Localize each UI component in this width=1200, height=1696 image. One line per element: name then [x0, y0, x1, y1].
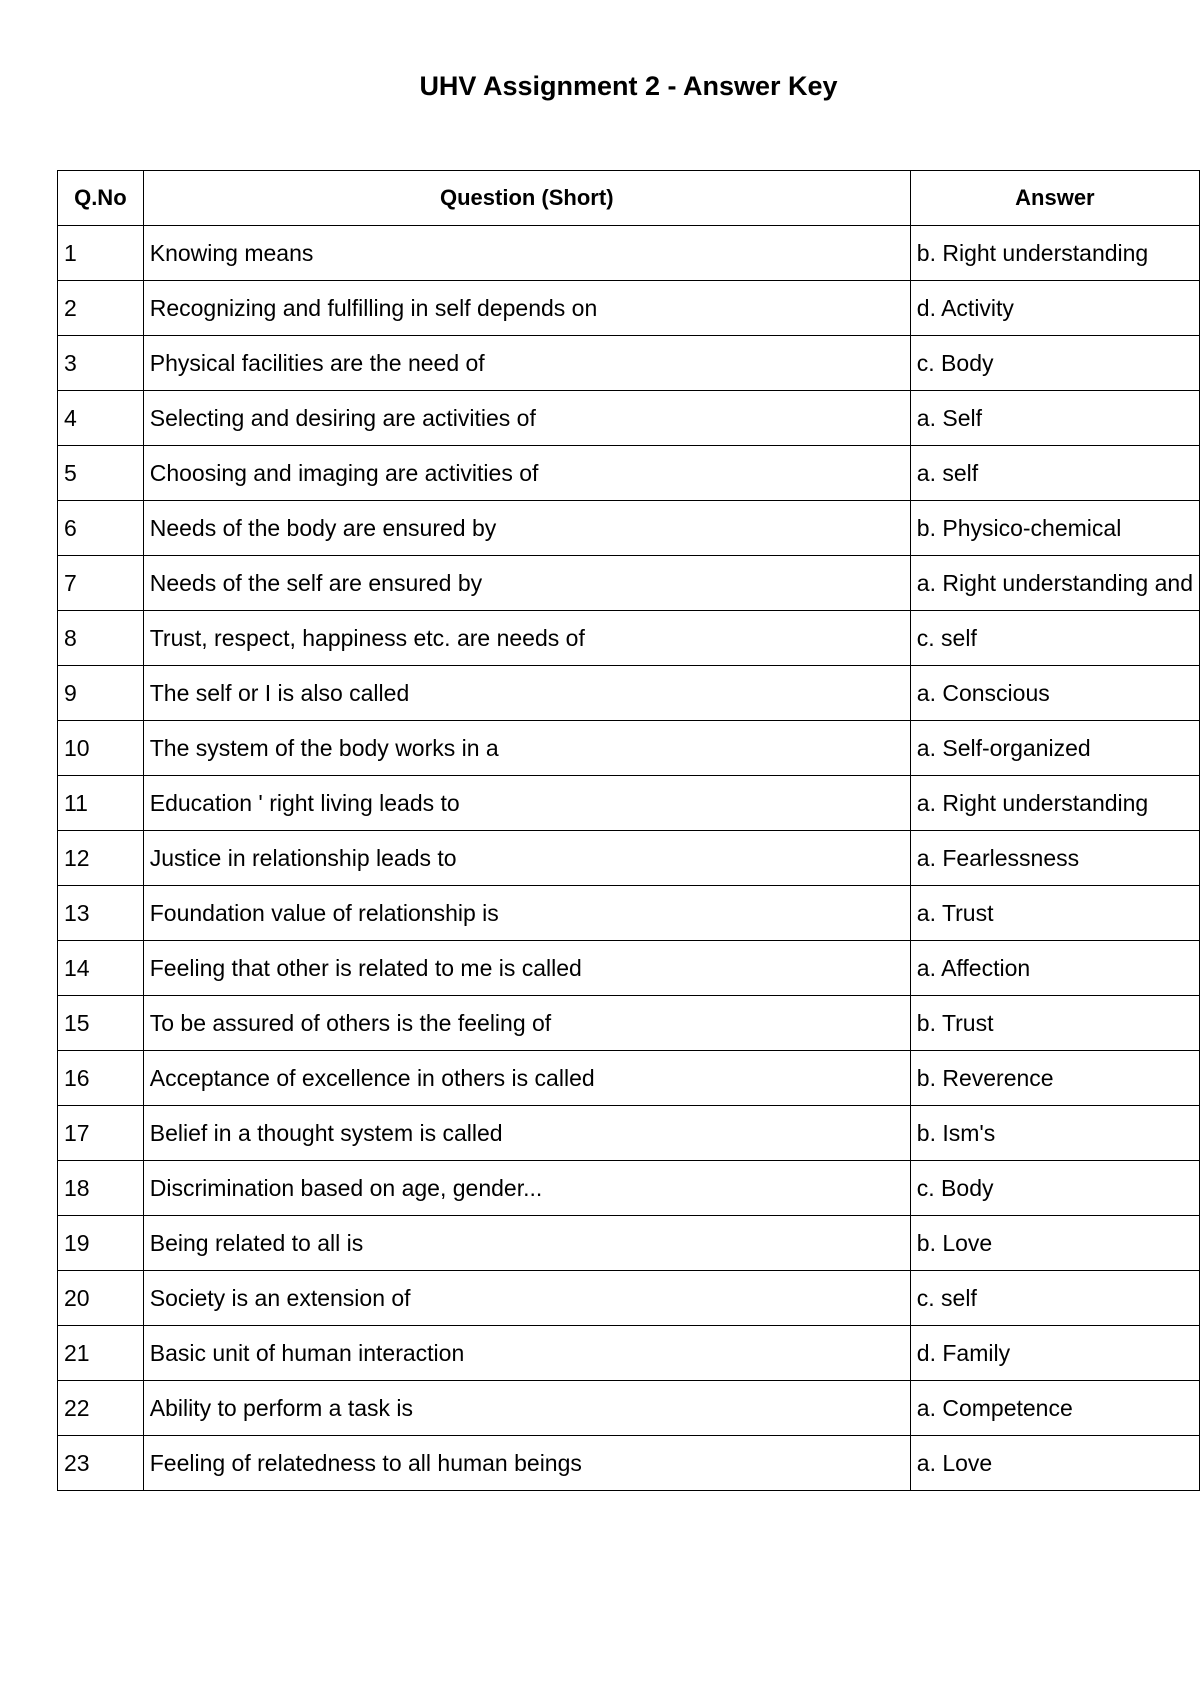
- answer-cell: b. Reverence: [910, 1051, 1199, 1106]
- question-cell: Acceptance of excellence in others is called: [143, 1051, 910, 1106]
- table-row: [58, 721, 1200, 776]
- qno-cell: 19: [58, 1216, 144, 1271]
- qno-cell: 21: [58, 1326, 144, 1381]
- answer-cell: a. Competence: [910, 1381, 1199, 1436]
- table-header-row: [58, 171, 1200, 226]
- question-cell: Recognizing and fulfilling in self depends on: [143, 281, 910, 336]
- table-row: [58, 281, 1200, 336]
- qno-cell: 15: [58, 996, 144, 1051]
- answer-cell: a. Trust: [910, 886, 1199, 941]
- answer-cell: c. self: [910, 611, 1199, 666]
- qno-cell: 22: [58, 1381, 144, 1436]
- qno-cell: 9: [58, 666, 144, 721]
- answer-cell: b. Right understanding: [910, 226, 1199, 281]
- table-row: [58, 611, 1200, 666]
- qno-cell: 7: [58, 556, 144, 611]
- question-cell: Trust, respect, happiness etc. are needs of: [143, 611, 910, 666]
- answer-cell: d. Family: [910, 1326, 1199, 1381]
- question-cell: Society is an extension of: [143, 1271, 910, 1326]
- table-row: [58, 501, 1200, 556]
- question-cell: Selecting and desiring are activities of: [143, 391, 910, 446]
- question-cell: Needs of the self are ensured by: [143, 556, 910, 611]
- answer-cell: a. Affection: [910, 941, 1199, 996]
- table-row: [58, 1326, 1200, 1381]
- qno-cell: 2: [58, 281, 144, 336]
- answer-cell: b. Love: [910, 1216, 1199, 1271]
- answer-cell: c. Body: [910, 1161, 1199, 1216]
- question-cell: Knowing means: [143, 226, 910, 281]
- qno-cell: 13: [58, 886, 144, 941]
- answer-cell: b. Trust: [910, 996, 1199, 1051]
- qno-cell: 14: [58, 941, 144, 996]
- table-row: [58, 666, 1200, 721]
- question-cell: Justice in relationship leads to: [143, 831, 910, 886]
- answer-cell: d. Activity: [910, 281, 1199, 336]
- table-row: [58, 1161, 1200, 1216]
- answer-cell: a. Self: [910, 391, 1199, 446]
- table-row: [58, 1216, 1200, 1271]
- table-row: [58, 1381, 1200, 1436]
- table-row: [58, 391, 1200, 446]
- question-cell: Belief in a thought system is called: [143, 1106, 910, 1161]
- table-row: [58, 996, 1200, 1051]
- table-row: [58, 831, 1200, 886]
- qno-cell: 3: [58, 336, 144, 391]
- question-cell: Needs of the body are ensured by: [143, 501, 910, 556]
- answer-cell: a. self: [910, 446, 1199, 501]
- question-cell: Education ' right living leads to: [143, 776, 910, 831]
- question-cell: Feeling that other is related to me is called: [143, 941, 910, 996]
- page-title: UHV Assignment 2 - Answer Key: [419, 71, 838, 101]
- question-cell: To be assured of others is the feeling of: [143, 996, 910, 1051]
- qno-cell: 20: [58, 1271, 144, 1326]
- qno-cell: 18: [58, 1161, 144, 1216]
- table-row: [58, 886, 1200, 941]
- header-qno: Q.No: [58, 171, 144, 226]
- answer-cell: c. Body: [910, 336, 1199, 391]
- answer-cell: a. Conscious: [910, 666, 1199, 721]
- qno-cell: 11: [58, 776, 144, 831]
- qno-cell: 6: [58, 501, 144, 556]
- question-cell: Being related to all is: [143, 1216, 910, 1271]
- qno-cell: 8: [58, 611, 144, 666]
- header-question: Question (Short): [143, 171, 910, 226]
- answer-cell: a. Right understanding: [910, 776, 1199, 831]
- qno-cell: 10: [58, 721, 144, 776]
- table-row: [58, 1106, 1200, 1161]
- table-row: [58, 446, 1200, 501]
- question-cell: Physical facilities are the need of: [143, 336, 910, 391]
- question-cell: Basic unit of human interaction: [143, 1326, 910, 1381]
- answer-cell: b. Ism's: [910, 1106, 1199, 1161]
- table-row: [58, 1436, 1200, 1491]
- qno-cell: 12: [58, 831, 144, 886]
- qno-cell: 1: [58, 226, 144, 281]
- answer-cell: b. Physico-chemical: [910, 501, 1199, 556]
- table-row: [58, 226, 1200, 281]
- table-row: [58, 1271, 1200, 1326]
- answer-key-table: [57, 170, 1200, 1491]
- table-row: [58, 556, 1200, 611]
- qno-cell: 23: [58, 1436, 144, 1491]
- qno-cell: 17: [58, 1106, 144, 1161]
- answer-cell: a. Self-organized: [910, 721, 1199, 776]
- header-answer: Answer: [910, 171, 1199, 226]
- table-row: [58, 776, 1200, 831]
- answer-cell: c. self: [910, 1271, 1199, 1326]
- qno-cell: 16: [58, 1051, 144, 1106]
- question-cell: Feeling of relatedness to all human beings: [143, 1436, 910, 1491]
- answer-cell: a. Fearlessness: [910, 831, 1199, 886]
- table-row: [58, 941, 1200, 996]
- question-cell: The system of the body works in a: [143, 721, 910, 776]
- qno-cell: 4: [58, 391, 144, 446]
- question-cell: Foundation value of relationship is: [143, 886, 910, 941]
- question-cell: Ability to perform a task is: [143, 1381, 910, 1436]
- answer-cell: a. Right understanding and: [910, 556, 1199, 611]
- question-cell: Choosing and imaging are activities of: [143, 446, 910, 501]
- answer-cell: a. Love: [910, 1436, 1199, 1491]
- question-cell: Discrimination based on age, gender...: [143, 1161, 910, 1216]
- question-cell: The self or I is also called: [143, 666, 910, 721]
- table-row: [58, 336, 1200, 391]
- qno-cell: 5: [58, 446, 144, 501]
- table-row: [58, 1051, 1200, 1106]
